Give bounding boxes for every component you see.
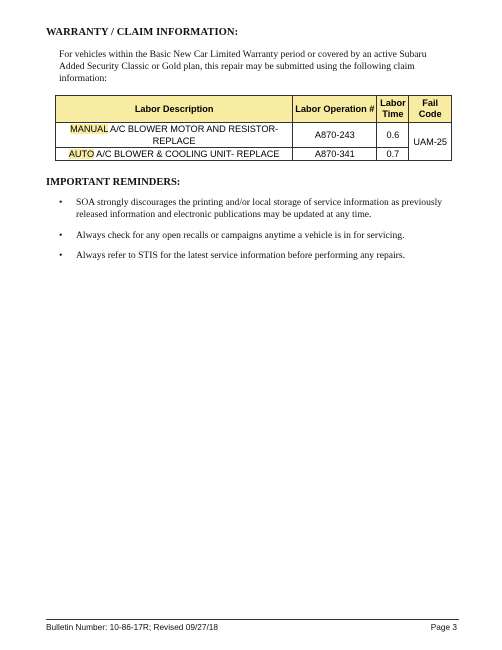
bullet-icon: • (59, 197, 63, 208)
list-item (58, 230, 468, 242)
row-time: 0.6 (377, 123, 409, 148)
list-item (58, 250, 468, 262)
row-operation: A870-243 (293, 123, 377, 148)
header-labor-time (377, 96, 409, 123)
reminder-2-line1: Always check for any open recalls or campaigns anytime a vehicle is in for servicing. (76, 229, 405, 241)
bullet-icon: • (59, 229, 63, 241)
row-description (56, 148, 293, 161)
table-row (56, 123, 452, 148)
row-description (56, 123, 293, 148)
highlight-auto: AUTO (68, 149, 95, 159)
reminder-3-line1: Always refer to STIS for the latest service information before performing any repairs. (76, 250, 406, 262)
reminder-1-line2: released information and electronic publications may be updated at any time. (76, 208, 372, 220)
table-row (56, 148, 452, 161)
row-description-text: A/C BLOWER MOTOR AND RESISTOR- REPLACE (108, 124, 279, 146)
bullet-icon: • (59, 250, 63, 262)
header-labor-description: Labor Description (56, 96, 293, 123)
intro-line-1: For vehicles within the Basic New Car Limited Warranty period or covered by an active Subaru (59, 49, 427, 60)
warranty-heading: WARRANTY / CLAIM INFORMATION: (46, 27, 239, 38)
row-operation: A870-341 (293, 148, 377, 161)
header-fail-code (409, 96, 452, 123)
reminders-list (58, 197, 468, 271)
warranty-intro (59, 49, 459, 84)
header-labor-operation: Labor Operation # (293, 96, 377, 123)
fail-code-cell: UAM-25 (409, 123, 452, 161)
footer-bulletin-number: Bulletin Number: 10-86-17R; Revised 09/27/18 (46, 622, 219, 632)
highlight-manual: MANUAL (70, 124, 109, 134)
row-description-text: A/C BLOWER & COOLING UNIT- REPLACE (94, 149, 280, 159)
header-fail-code-line1: Fail (422, 98, 439, 108)
header-labor-time-line1: Labor (380, 98, 406, 108)
intro-line-3: information: (59, 72, 107, 84)
header-labor-time-line2: Time (382, 109, 404, 119)
labor-table-header-row (56, 96, 452, 123)
reminders-heading: IMPORTANT REMINDERS: (46, 177, 181, 188)
intro-line-2: Added Security Classic or Gold plan, this repair may be submitted using the following claim (59, 60, 415, 72)
reminder-1-line1: SOA strongly discourages the printing and/or local storage of service information as previously (76, 197, 443, 208)
header-fail-code-line2: Code (418, 109, 442, 119)
labor-table (55, 95, 452, 161)
footer-page-number: Page 3 (430, 622, 457, 632)
row-time: 0.7 (377, 148, 409, 161)
list-item (58, 197, 468, 221)
footer-divider (46, 619, 459, 620)
